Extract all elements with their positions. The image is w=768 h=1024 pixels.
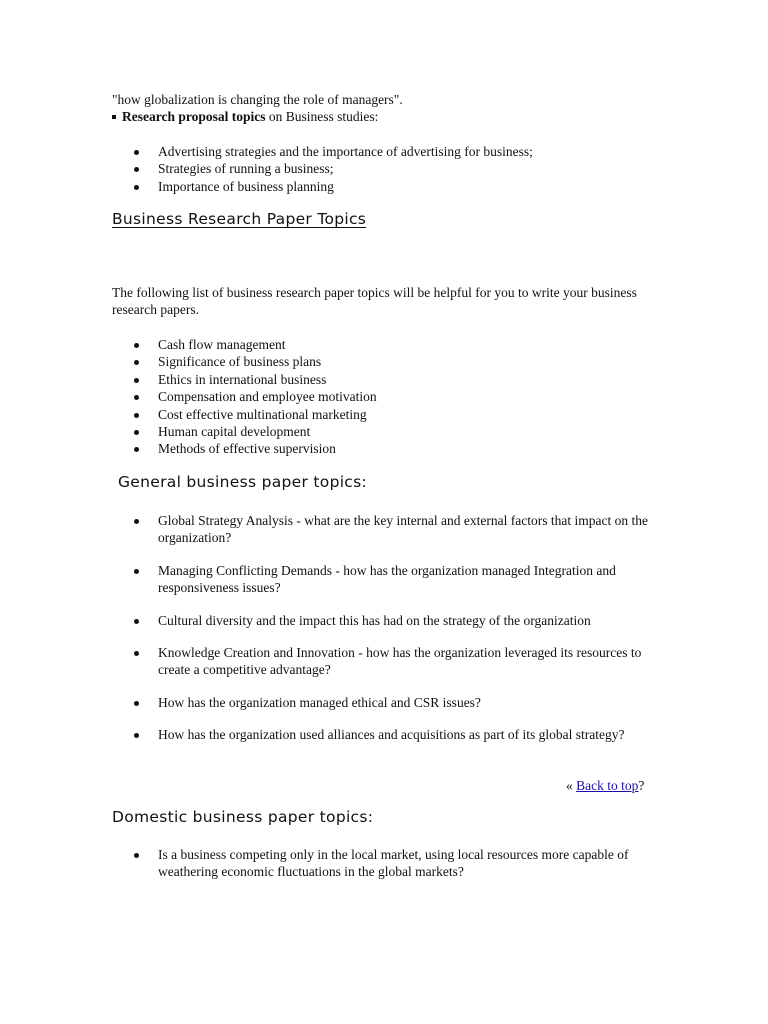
bullet-icon [134,569,139,574]
bullet-icon [134,447,139,452]
bullet-icon [134,395,139,400]
list-item: Advertising strategies and the importance of advertising for business; [112,143,657,160]
bullet-icon [134,378,139,383]
intro-paragraph: The following list of business research paper topics will be helpful for you to write your business research papers. [112,285,637,318]
bullet-icon [134,343,139,348]
list-item: Strategies of running a business; [112,160,657,177]
domestic-topics-list [112,846,657,881]
research-topics-list [112,336,657,458]
general-topics-list [112,512,657,759]
proposal-rest-text: on Business studies: [265,109,379,124]
back-to-top-prefix: « [566,778,577,793]
list-item: Cultural diversity and the impact this has had on the strategy of the organization [112,612,657,629]
list-item: Is a business competing only in the local market, using local resources more capable of weathering economic fluctuations in the global markets? [112,846,657,881]
list-item: Global Strategy Analysis - what are the key internal and external factors that impact on the organization? [112,512,657,547]
list-item: Importance of business planning [112,178,657,195]
bullet-icon [134,519,139,524]
back-to-top-suffix: ? [638,778,645,793]
proposal-line [106,108,378,125]
list-item: Cash flow management [112,336,657,353]
list-item: How has the organization used alliances and acquisitions as part of its global strategy? [112,726,657,743]
bullet-icon [134,360,139,365]
bullet-icon [134,150,139,155]
proposal-bold-label: Research proposal topics [122,109,266,124]
bullet-icon [134,413,139,418]
list-item: Human capital development [112,423,657,440]
bullet-icon [134,701,139,706]
list-item: Managing Conflicting Demands - how has the organization managed Integration and responsiveness issues? [112,562,657,597]
list-item: Cost effective multinational marketing [112,406,657,423]
list-item: Ethics in international business [112,371,657,388]
intro-quote-line: "how globalization is changing the role of managers". [112,92,403,107]
list-item: How has the organization managed ethical and CSR issues? [112,694,657,711]
list-item: Methods of effective supervision [112,440,657,457]
bullet-icon [134,619,139,624]
bullet-icon [134,651,139,656]
back-to-top-line [566,777,644,794]
list-item: Compensation and employee motivation [112,388,657,405]
general-topics-heading: General business paper topics: [118,473,368,491]
back-to-top-link[interactable]: Back to top [576,778,639,793]
business-research-heading: Business Research Paper Topics [112,210,367,228]
list-item: Significance of business plans [112,353,657,370]
bullet-icon [134,167,139,172]
bullet-icon [134,853,139,858]
square-bullet-icon [112,115,116,119]
bullet-icon [134,185,139,190]
list-item: Knowledge Creation and Innovation - how has the organization leveraged its resources to create a competitive advantage? [112,644,657,679]
domestic-topics-heading: Domestic business paper topics: [112,808,374,826]
bullet-icon [134,733,139,738]
business-studies-list [112,143,657,195]
bullet-icon [134,430,139,435]
